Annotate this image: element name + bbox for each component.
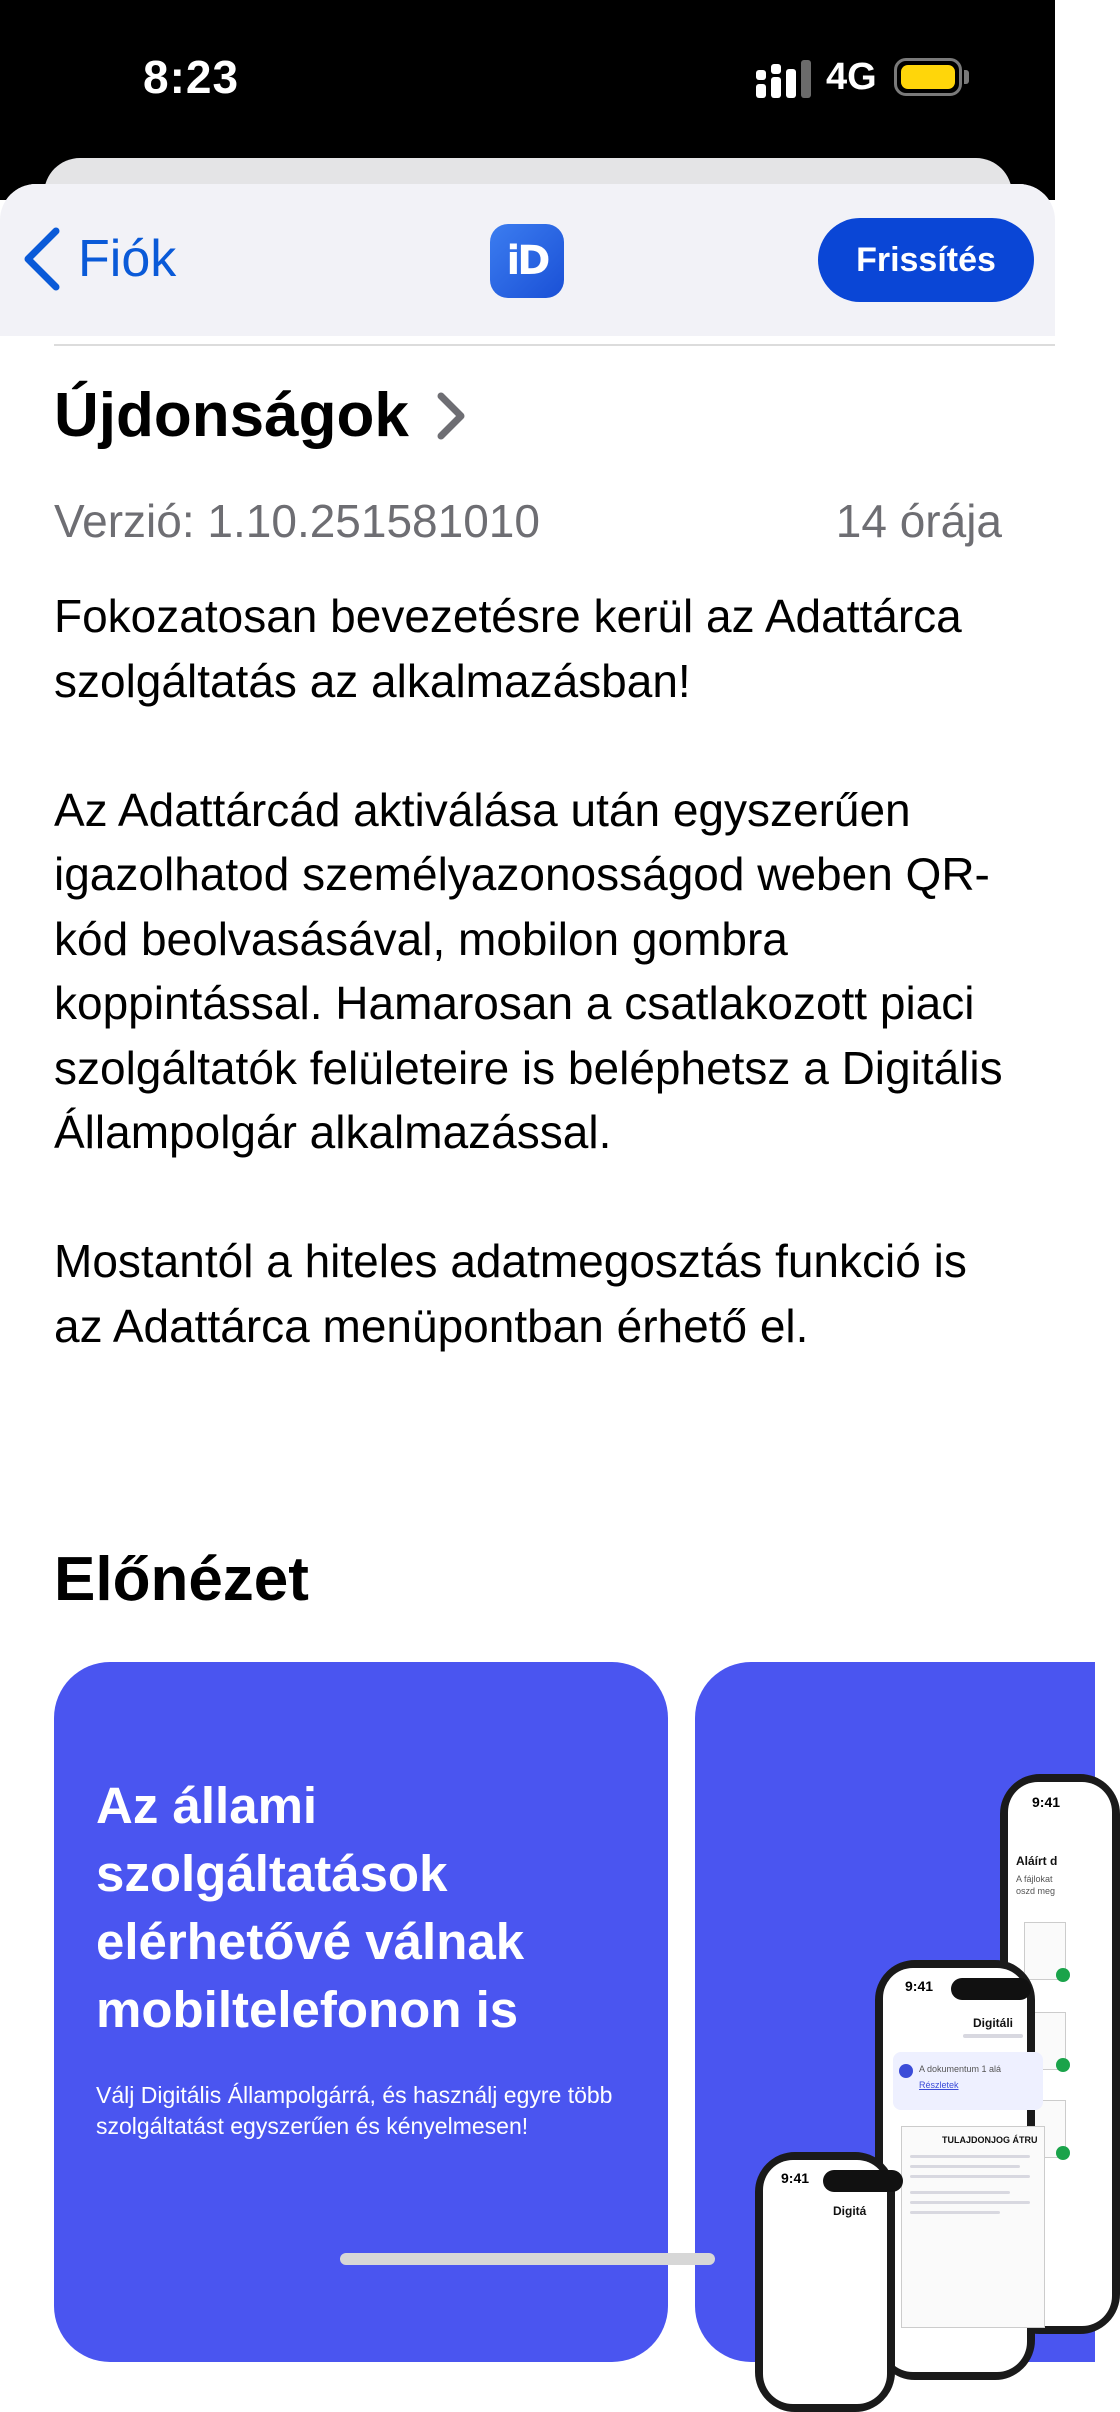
phone-screen-title: Digitá	[833, 2204, 867, 2218]
chevron-left-icon	[20, 225, 64, 293]
phone-screen-text: A fájlokat	[1016, 1874, 1053, 1884]
whats-new-header[interactable]	[54, 380, 469, 451]
back-button-label: Fiók	[78, 230, 177, 288]
phone-time: 9:41	[781, 2170, 810, 2186]
phone-notch	[951, 1978, 1031, 2000]
app-detail-sheet	[0, 184, 1061, 2287]
release-note-paragraph: Az Adattárcád aktiválása után egyszerűen igazolhatod személyazonosságod weben QR-kód beolvasásával, mobilon gombra koppintással. Hamarosan a csatlakozott piaci szolgáltatók felületeire is beléphetsz a Digitális Állampolgár alkalmazással.	[54, 783, 1003, 1158]
check-icon	[1056, 2146, 1070, 2160]
text-line	[910, 2211, 1000, 2214]
release-note-paragraph: Fokozatosan bevezetésre kerül az Adattárca szolgáltatás az alkalmazásban!	[54, 590, 962, 707]
document-preview	[901, 2126, 1045, 2328]
check-icon	[1056, 1968, 1070, 1982]
text-line	[910, 2155, 1030, 2158]
network-type: 4G	[826, 56, 877, 98]
cellular-signal-icon	[756, 60, 816, 98]
phone-mockup	[755, 2152, 895, 2412]
phone-notch	[823, 2170, 903, 2192]
battery-cap	[964, 70, 969, 84]
check-icon	[1056, 2058, 1070, 2072]
nav-bar	[0, 184, 1055, 336]
text-line	[910, 2201, 1030, 2204]
battery-icon	[894, 58, 962, 96]
app-icon	[490, 224, 564, 298]
document-title: TULAJDONJOG ÁTRU	[942, 2135, 1038, 2145]
divider	[54, 344, 1055, 346]
phone-mockup	[875, 1960, 1038, 2380]
info-banner-text: A dokumentum 1 alá	[919, 2064, 1002, 2074]
screenshot-subtitle: Válj Digitális Állampolgárrá, és használj egyre több szolgáltatást egyszerűen és kényelmesen!	[96, 2082, 613, 2139]
text-line	[910, 2191, 1010, 2194]
phone-screen-text: oszd meg	[1016, 1886, 1056, 1896]
chevron-right-icon	[433, 390, 469, 442]
text-line	[910, 2175, 1030, 2178]
back-button[interactable]	[20, 224, 176, 294]
whats-new-title: Újdonságok	[54, 381, 409, 450]
release-notes	[54, 584, 1014, 1423]
app-icon-text: iD	[506, 238, 548, 284]
text-line	[910, 2165, 1020, 2168]
version-label: Verzió: 1.10.251581010	[54, 495, 540, 547]
update-button[interactable]: Frissítés	[818, 218, 1034, 302]
text-line	[963, 2034, 1023, 2038]
info-banner	[893, 2052, 1043, 2110]
screenshot-headline: Az állami szolgáltatások elérhetővé válnak mobiltelefonon is	[96, 1777, 525, 2038]
details-link: Részletek	[919, 2080, 959, 2090]
release-note-paragraph: Mostantól a hiteles adatmegosztás funkció is az Adattárca menüpontban érhető el.	[54, 1235, 967, 1352]
version-age: 14 órája	[835, 495, 1002, 547]
phone-time: 9:41	[1032, 1794, 1061, 1810]
phone-screen-title: Aláírt d	[1016, 1854, 1058, 1868]
phone-screen-title: Digitáli	[973, 2016, 1014, 2030]
status-time: 8:23	[143, 51, 240, 103]
home-indicator[interactable]	[340, 2253, 715, 2265]
preview-title: Előnézet	[54, 1545, 309, 1614]
info-icon	[899, 2064, 913, 2078]
preview-screenshot-2[interactable]	[695, 1662, 1095, 2362]
phone-time: 9:41	[905, 1978, 934, 1994]
